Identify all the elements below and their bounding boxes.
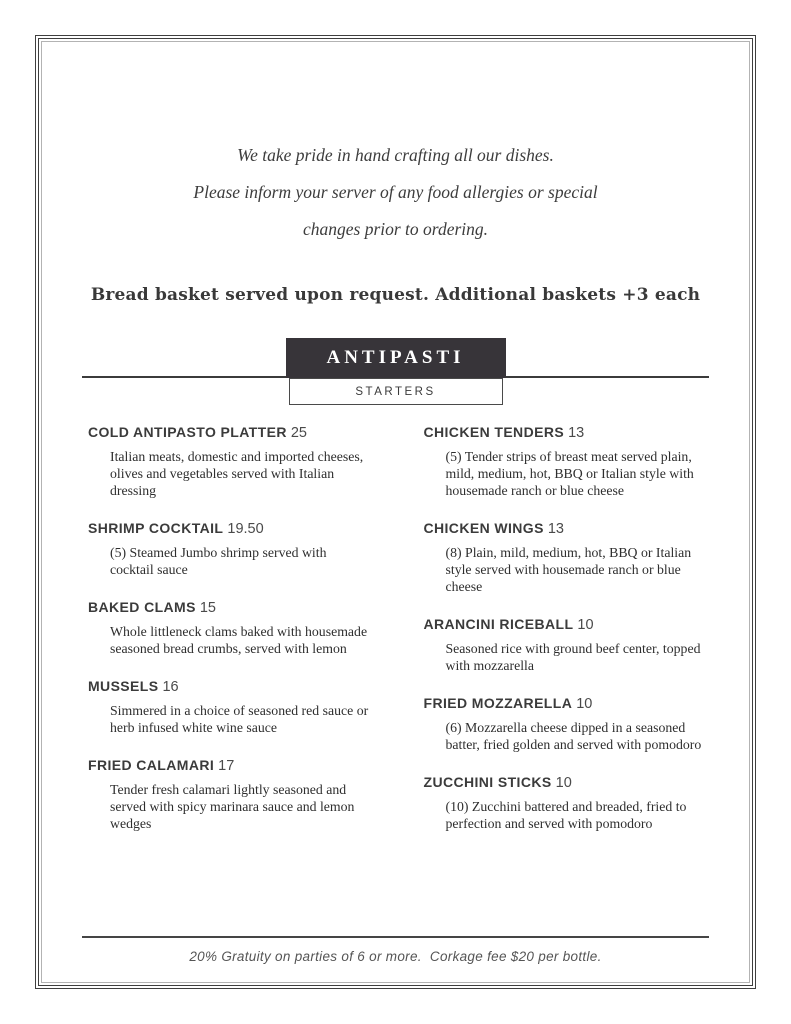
menu-item-description: Simmered in a choice of seasoned red sauce or herb infused white wine sauce: [110, 703, 369, 735]
menu-item-price: 15: [199, 600, 216, 616]
menu-item-price: 16: [162, 679, 179, 695]
menu-item-description: Tender fresh calamari lightly seasoned and served with spicy marinara sauce and lemon wedges: [110, 782, 355, 831]
menu-item-name: COLD ANTIPASTO PLATTER 25: [88, 424, 307, 441]
menu-item-name: CHICKEN WINGS 13: [423, 520, 564, 537]
intro-line: We take pride in hand crafting all our dishes.: [237, 145, 554, 165]
menu-item: [88, 424, 374, 499]
menu-item-description: (6) Mozzarella cheese dipped in a seasoned batter, fried golden and served with pomodoro: [445, 720, 702, 752]
menu-item-description: (10) Zucchini battered and breaded, fried to perfection and served with pomodoro: [445, 799, 687, 831]
footer: [82, 936, 709, 964]
menu-item-description: Italian meats, domestic and imported cheeses, olives and vegetables served with Italian dressing: [110, 449, 364, 498]
page-border-outer: [35, 35, 756, 989]
menu-item-description: (5) Tender strips of breast meat served plain, mild, medium, hot, BBQ or Italian style with housemade ranch or blue cheese: [445, 449, 694, 498]
menu-item-name: ZUCCHINI STICKS 10: [423, 774, 572, 791]
menu-item-description: (8) Plain, mild, medium, hot, BBQ or Italian style served with housemade ranch or blue cheese: [445, 545, 692, 594]
intro-line: Please inform your server of any food allergies or special: [193, 182, 598, 202]
page-content: [42, 42, 749, 982]
bread-basket-note: Bread basket served upon request. Additional baskets +3 each: [90, 285, 701, 305]
menu-item: [88, 757, 374, 832]
menu-item-name: CHICKEN TENDERS 13: [423, 424, 585, 441]
menu-column-left: [88, 424, 374, 853]
section-header: [42, 338, 749, 408]
menu-item-price: 17: [218, 758, 235, 774]
page-border-middle: [38, 38, 753, 986]
menu-column-right: [424, 424, 710, 853]
footer-note: 20% Gratuity on parties of 6 or more. Corkage fee $20 per bottle.: [189, 949, 602, 964]
menu-item-price: 10: [576, 696, 593, 712]
menu-item-price: 13: [547, 521, 564, 537]
menu-item-name: MUSSELS 16: [88, 678, 179, 695]
page-border-inner: [41, 41, 750, 983]
menu-item: [424, 774, 710, 832]
menu-item: [88, 599, 374, 657]
menu-item-price: 10: [555, 775, 572, 791]
menu-item: [88, 678, 374, 736]
menu-item-price: 13: [568, 425, 585, 441]
intro-note: [42, 137, 749, 248]
menu-item-name: ARANCINI RICEBALL 10: [423, 616, 594, 633]
menu-items-area: [88, 424, 709, 853]
menu-item: [424, 616, 710, 674]
menu-item-name: FRIED CALAMARI 17: [88, 757, 235, 774]
menu-item-name: FRIED MOZZARELLA 10: [423, 695, 593, 712]
footer-divider-line: [82, 936, 709, 938]
menu-item: [424, 695, 710, 753]
menu-item-price: 10: [577, 617, 594, 633]
section-subtitle: STARTERS: [289, 378, 503, 405]
section-title: ANTIPASTI: [286, 338, 506, 378]
menu-item-description: Whole littleneck clams baked with housemade seasoned bread crumbs, served with lemon: [110, 624, 368, 656]
menu-item: [88, 520, 374, 578]
menu-item-name: SHRIMP COCKTAIL 19.50: [88, 520, 264, 537]
menu-item-description: Seasoned rice with ground beef center, topped with mozzarella: [445, 641, 701, 673]
menu-item-name: BAKED CLAMS 15: [88, 599, 216, 616]
intro-line: changes prior to ordering.: [302, 219, 489, 239]
menu-item-price: 19.50: [227, 521, 264, 537]
menu-item: [424, 520, 710, 595]
menu-item-price: 25: [290, 425, 307, 441]
menu-item-description: (5) Steamed Jumbo shrimp served with cocktail sauce: [110, 545, 327, 577]
menu-item: [424, 424, 710, 499]
